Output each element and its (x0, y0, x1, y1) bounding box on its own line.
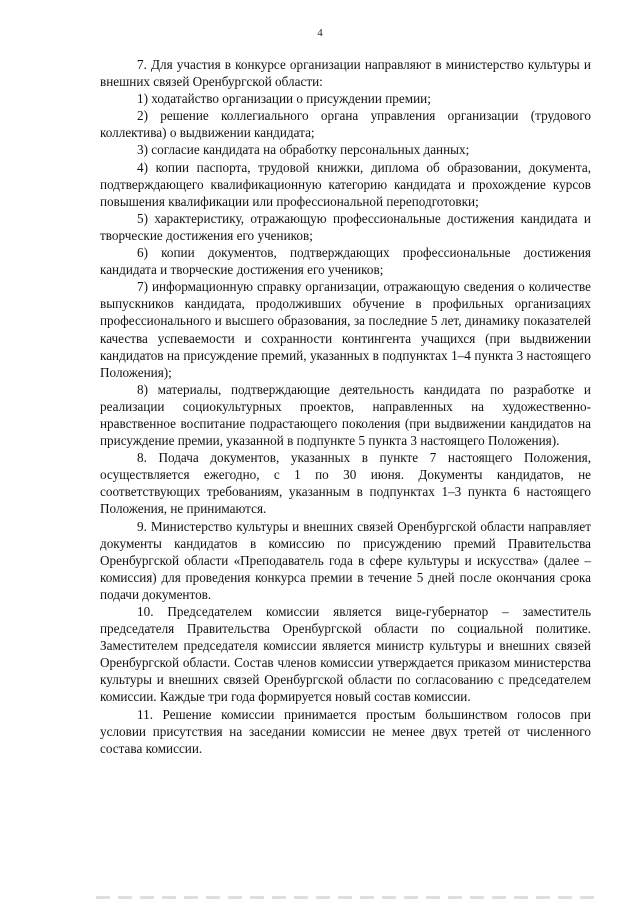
list-item-7-6: 6) копии документов, подтверждающих профессиональные достижения кандидата и творческие достижения его учеников; (100, 245, 591, 278)
list-item-7-8: 8) материалы, подтверждающие деятельность кандидата по разработке и реализации социокультурных проектов, направленных на художественно-нравственное воспитание подрастающего поколения (при выдвижении кандидатов на присуждение премии, указанной в подпункте 5 пункта 3 настоящего Положения). (100, 381, 591, 449)
paragraph-10: 10. Председателем комиссии является вице-губернатор – заместитель председателя Правительства Оренбургской области по социальной политике. Заместителем председателя комиссии является министр культуры и внешних связей Оренбургской области. Состав членов комиссии утверждается приказом министерства культуры и внешних связей Оренбургской области по согласованию с председателем комиссии. Каждые три года формируется новый состав комиссии. (100, 604, 591, 705)
paragraph-9: 9. Министерство культуры и внешних связей Оренбургской области направляет документы кандидатов в комиссию по присуждению премий Правительства Оренбургской области «Преподаватель года в сфере культуры и искусства» (далее – комиссия) для проведения конкурса премии в течение 5 дней после окончания срока подачи документов. (100, 518, 591, 602)
page-number: 4 (317, 27, 323, 39)
list-item-7-7: 7) информационную справку организации, отражающую сведения о количестве выпускников кандидата, продолживших обучение в профильных организациях профессионального и высшего образования, за последние 5 лет, динамику показателей качества успеваемости и сохранности контингента учащихся (при выдвижении кандидатов на присуждение премий, указанных в подпунктах 1–4 пункта 3 настоящего Положения); (100, 279, 591, 380)
paragraph-7: 7. Для участия в конкурсе организации направляют в министерство культуры и внешних связей Оренбургской области: (100, 57, 591, 90)
list-item-7-5: 5) характеристику, отражающую профессиональные достижения кандидата и творческие достижения его учеников; (100, 210, 591, 243)
list-item-7-3: 3) согласие кандидата на обработку персональных данных; (137, 142, 470, 158)
paragraph-8: 8. Подача документов, указанных в пункте 7 настоящего Положения, осуществляется ежегодно, с 1 по 30 июня. Документы кандидатов, не соответствующих требованиям, указанным в подпунктах 1–3 пункта 6 настоящего Положения, не принимаются. (100, 450, 591, 517)
list-item-7-4: 4) копии паспорта, трудовой книжки, диплома об образовании, документа, подтверждающего квалификационную категорию кандидата и прохождение курсов повышения квалификации или профессиональной переподготовки; (100, 159, 591, 209)
document-body (100, 56, 591, 757)
list-item-7-1: 1) ходатайство организации о присуждении премии; (137, 91, 431, 107)
footer-scan-artifact (96, 896, 596, 899)
list-item-7-2: 2) решение коллегиального органа управления организации (трудового коллектива) о выдвижении кандидата; (100, 108, 591, 141)
paragraph-11: 11. Решение комиссии принимается простым большинством голосов при условии присутствия на заседании комиссии не менее двух третей от численного состава комиссии. (100, 706, 591, 756)
